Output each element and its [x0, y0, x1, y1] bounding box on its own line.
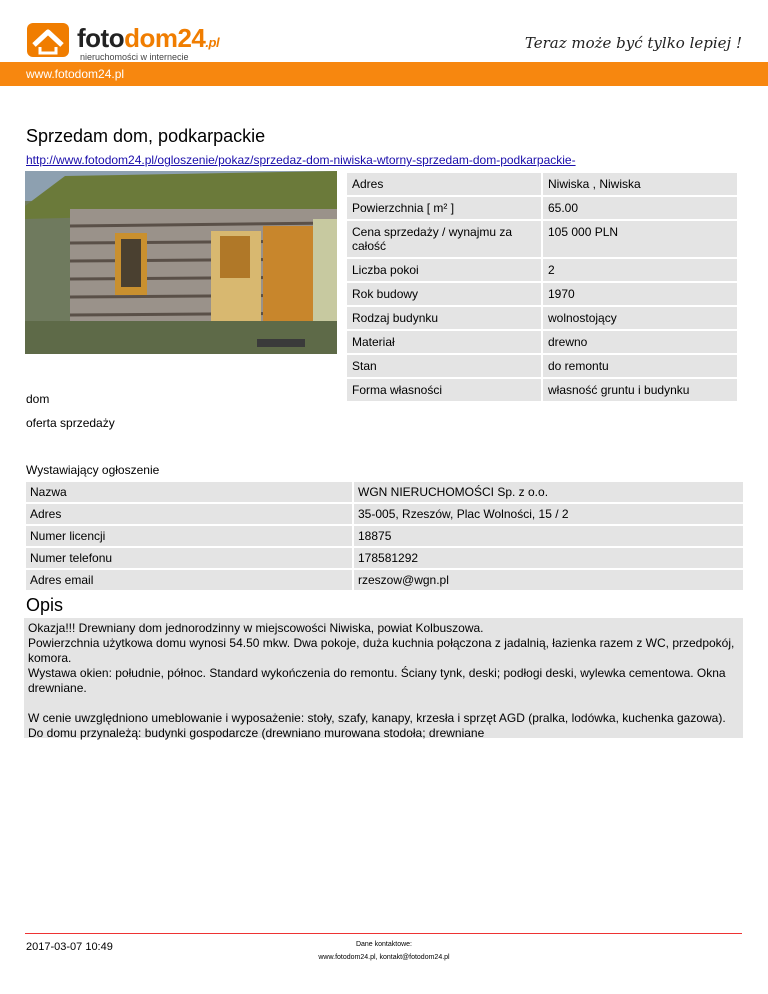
prop-label: Materiał [347, 331, 541, 353]
site-url-bar [0, 62, 768, 86]
agent-table [24, 480, 745, 592]
agent-value: rzeszow@wgn.pl [354, 570, 743, 590]
description-line: Wystawa okien: południe, północ. Standard wykończenia do remontu. Ściany tynk, deski; podłogi deski, wylewka cementowa. Okna drewniane. [28, 666, 726, 695]
footer-contact [300, 938, 468, 964]
table-row [26, 548, 743, 568]
house-photo [25, 171, 337, 354]
page-header [0, 0, 768, 62]
table-row [347, 379, 737, 401]
table-row [26, 504, 743, 524]
table-row [347, 259, 737, 281]
listing-title: Sprzedam dom, podkarpackie [26, 126, 266, 146]
logo-wordmark: fotodom24.pl [77, 23, 220, 53]
description-title: Opis [26, 595, 64, 615]
description-paragraph: W cenie uwzględniono umeblowanie i wyposażenie: stoły, szafy, kanapy, krzesła i sprzęt AGD (pralka, lodówka, kuchenka gazowa). Do domu przynależą: budynki gospodarcze (drewniano murowana stodoła; drewniane [28, 711, 726, 740]
prop-label: Rok budowy [347, 283, 541, 305]
listing-url-link[interactable]: http://www.fotodom24.pl/ogloszenie/pokaz/sprzedaz-dom-niwiska-wtorny-sprzedam-dom-podkarpackie- [26, 153, 576, 167]
description-line: Okazja!!! Drewniany dom jednorodzinny w miejscowości Niwiska, powiat Kolbuszowa. [28, 621, 484, 635]
table-row [347, 355, 737, 377]
table-row [26, 482, 743, 502]
table-row [347, 197, 737, 219]
description-line: Powierzchnia użytkowa domu wynosi 54.50 mkw. Dwa pokoje, duża kuchnia połączona z jadalnią, łazienka razem z WC, przedpokój, komora. [28, 636, 735, 665]
prop-value: 105 000 PLN [543, 221, 737, 257]
prop-label: Liczba pokoi [347, 259, 541, 281]
prop-label: Adres [347, 173, 541, 195]
prop-value: 1970 [543, 283, 737, 305]
footer-contact-value: www.fotodom24.pl, kontakt@fotodom24.pl [318, 954, 450, 961]
table-row [26, 570, 743, 590]
prop-label: Forma własności [347, 379, 541, 401]
property-details-table [345, 171, 739, 403]
prop-value: własność gruntu i budynku [543, 379, 737, 401]
tagline: Teraz może być tylko lepiej ! [524, 34, 742, 52]
footer-date: 2017-03-07 10:49 [26, 941, 113, 953]
agent-label: Numer licencji [26, 526, 352, 546]
prop-label: Rodzaj budynku [347, 307, 541, 329]
agent-value: 18875 [354, 526, 743, 546]
table-row [347, 331, 737, 353]
prop-value: do remontu [543, 355, 737, 377]
prop-label: Stan [347, 355, 541, 377]
logo-subtitle: nieruchomości w internecie [80, 52, 189, 62]
site-url[interactable]: www.fotodom24.pl [26, 67, 125, 81]
house-logo-icon [25, 21, 71, 59]
agent-label: Adres [26, 504, 352, 524]
offer-type: oferta sprzedaży [26, 416, 115, 430]
prop-value: 2 [543, 259, 737, 281]
prop-value: 65.00 [543, 197, 737, 219]
agent-label: Nazwa [26, 482, 352, 502]
agent-label: Numer telefonu [26, 548, 352, 568]
footer-contact-label: Dane kontaktowe: [355, 941, 413, 948]
prop-value: drewno [543, 331, 737, 353]
property-type: dom [26, 392, 50, 406]
table-row [26, 526, 743, 546]
prop-label: Powierzchnia [ m² ] [347, 197, 541, 219]
footer-divider [25, 933, 742, 934]
agent-value: WGN NIERUCHOMOŚCI Sp. z o.o. [354, 482, 743, 502]
prop-value: wolnostojący [543, 307, 737, 329]
prop-label: Cena sprzedaży / wynajmu za całość [347, 221, 541, 257]
table-row [347, 283, 737, 305]
table-row [347, 221, 737, 257]
agent-value: 35-005, Rzeszów, Plac Wolności, 15 / 2 [354, 504, 743, 524]
table-row [347, 307, 737, 329]
agent-value: 178581292 [354, 548, 743, 568]
prop-value: Niwiska , Niwiska [543, 173, 737, 195]
agent-label: Adres email [26, 570, 352, 590]
description-box [24, 618, 743, 738]
table-row [347, 173, 737, 195]
agent-section-title: Wystawiający ogłoszenie [26, 463, 160, 477]
